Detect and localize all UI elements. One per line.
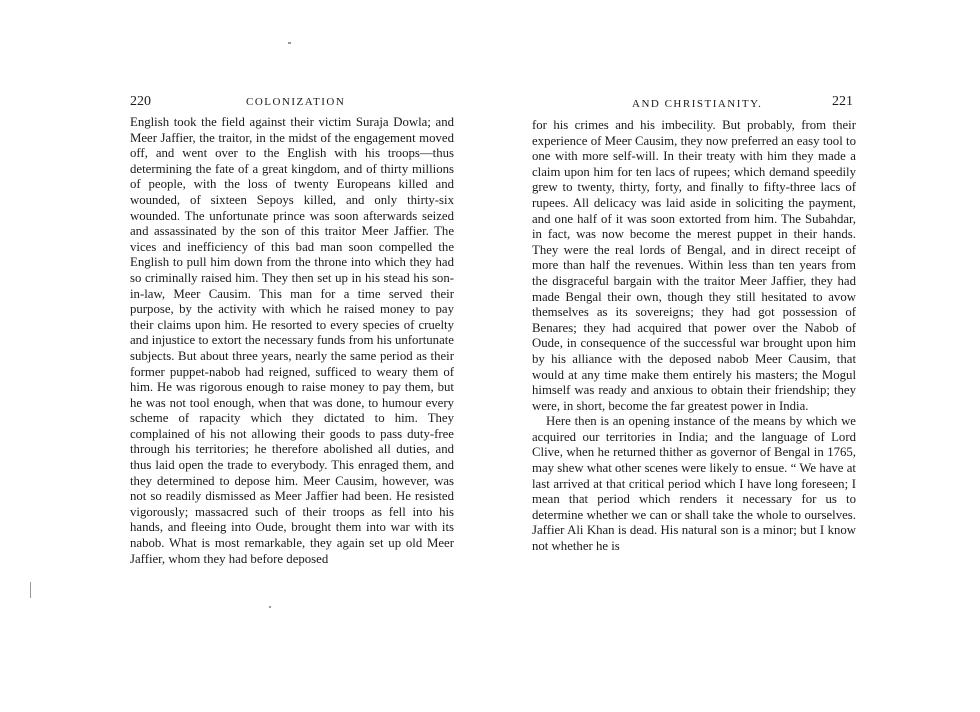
running-head: COLONIZATION: [246, 96, 346, 108]
scan-speck: [288, 42, 291, 44]
page-number: 221: [832, 94, 853, 109]
text-column: [130, 115, 454, 567]
page-number: 220: [130, 94, 151, 109]
paragraph: for his crimes and his imbecility. But probably, from their experience of Meer Causim, they now preferred an easy tool to one with more self-will. In their treaty with him they made a claim upon him for ten lacs of rupees; which demand speedily grew to twenty, thirty, forty, and finally to fifty-three lacs of rupees. All delicacy was laid aside in soliciting the payment, and one half of it was soon extorted from him. The Subahdar, in fact, was now become the merest puppet in their hands. They were the real lords of Bengal, and in direct receipt of more than half the revenues. Within less than ten years from the disgraceful bargain with the traitor Meer Jaffier, they had made Bengal their own, though they still hesitated to avow themselves as its sovereigns; they had got possession of Benares; they had acquired that power over the Nabob of Oude, in consequence of the successful war brought upon him by his alliance with the deposed nabob Meer Causim, that would at any time make them entirely his masters; the Mogul himself was ready and anxious to obtain their friendship; they were, in short, become the far greatest power in India.: [532, 118, 856, 413]
running-head: AND CHRISTIANITY.: [632, 98, 763, 110]
paragraph: Here then is an opening instance of the means by which we acquired our territories in India; and the language of Lord Clive, when he returned thither as governor of Bengal in 1765, may shew what other scenes were likely to ensue. “ We have at last arrived at that critical period which I have long foreseen; I mean that period which renders it necessary for us to determine whether we can or shall take the whole to ourselves. Jaffier Ali Khan is dead. His natural son is a minor; but I know not whether he is: [532, 414, 856, 554]
right-page: [490, 0, 980, 712]
text-column: [532, 118, 856, 555]
paragraph: English took the field against their victim Suraja Dowla; and Meer Jaffier, the traitor, in the midst of the engagement moved off, and went over to the English with his troops—thus determining the fate of a great kingdom, and of thirty millions of people, with the loss of twenty Europeans killed and wounded, of sixteen Sepoys killed, and only thirty-six wounded. The unfortunate prince was soon afterwards seized and assassinated by the son of this traitor Meer Jaffier. The vices and inefficiency of this bad man soon compelled the English to pull him down from the throne into which they had so criminally raised him. They then set up in his stead his son-in-law, Meer Causim. This man for a time served their purpose, by the activity with which he raised money to pay their claims upon him. He resorted to every species of cruelty and injustice to extort the necessary funds from his unfortunate subjects. But about three years, nearly the same period as their former puppet-nabob had reigned, sufficed to weary them of him. He was rigorous enough to raise money to pay them, but he was not tool enough, when that was done, to humour every scheme of rapacity which they dictated to him. They complained of his not allowing their goods to pass duty-free through his territories; he therefore abolished all duties, and thus laid open the trade to everybody. This enraged them, and they determined to depose him. Meer Causim, however, was not so readily dismissed as Meer Jaffier had been. He resisted vigorously; massacred such of their troops as fell into his hands, and fleeing into Oude, brought them into war with its nabob. What is most remarkable, they again set up old Meer Jaffier, whom they had before deposed: [130, 115, 454, 566]
scan-mark: [30, 582, 31, 598]
scan-speck: [269, 606, 271, 608]
